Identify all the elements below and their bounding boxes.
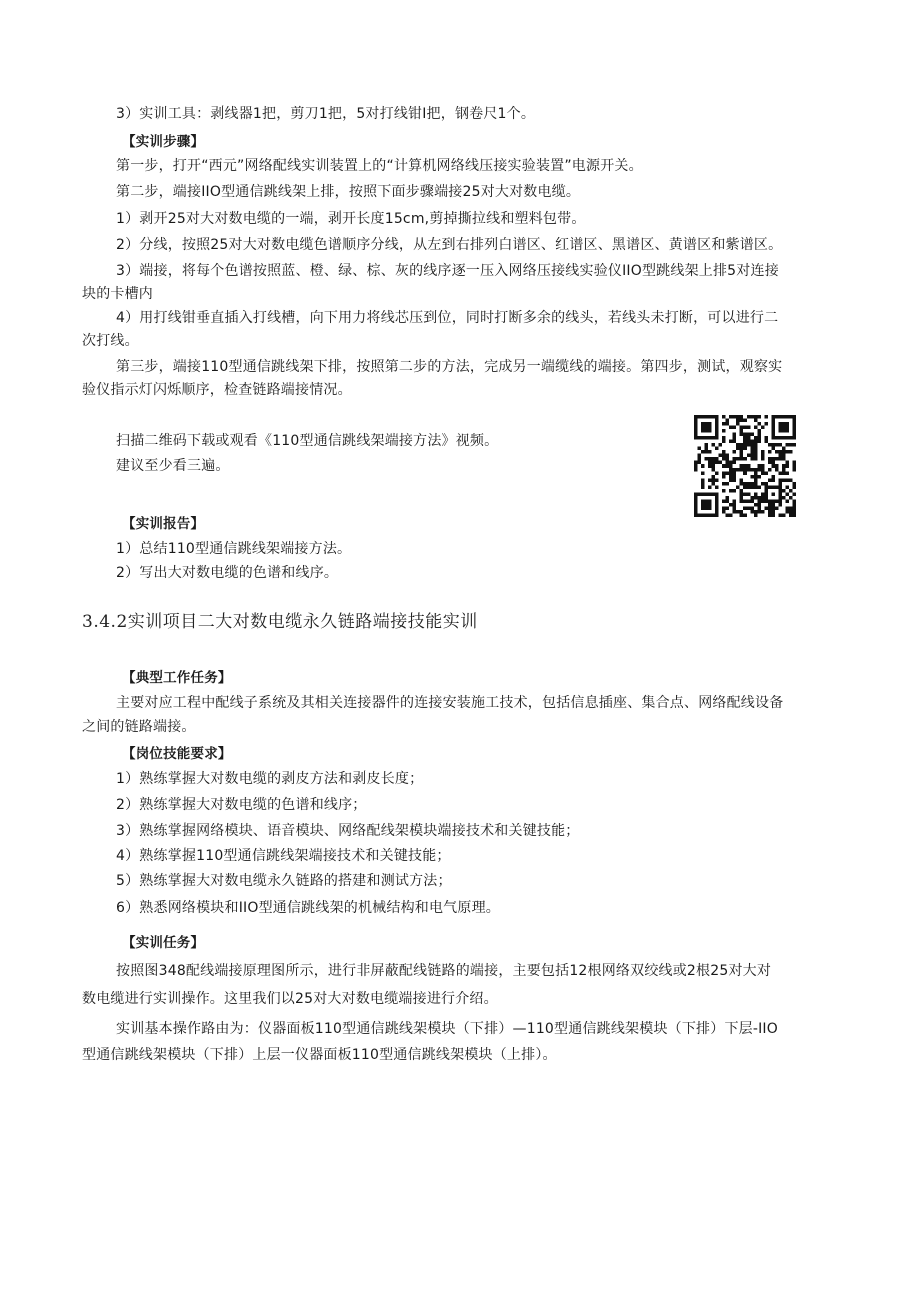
body-text-line: 按照图348配线端接原理图所示，进行非屏蔽配线链路的端接，主要包括12根网络双绞线或2根25对大对 <box>116 963 772 979</box>
body-text-heading: 【岗位技能要求】 <box>122 746 232 762</box>
body-text-line: 验仪指示灯闪烁顺序，检查链路端接情况。 <box>82 382 352 398</box>
body-text-line: 第一步，打开“西元”网络配线实训装置上的“计算机网络线压接实验装置”电源开关。 <box>116 158 643 174</box>
body-text-line: 第三步，端接110型通信跳线架下排，按照第二步的方法，完成另一端缆线的端接。第四步，测试，观察实 <box>116 359 783 375</box>
qr-code-icon <box>694 415 796 517</box>
body-text-heading: 【实训步骤】 <box>122 134 205 150</box>
body-text-line: 次打线。 <box>82 333 139 349</box>
body-text-line: 1）熟练掌握大对数电缆的剥皮方法和剥皮长度； <box>116 771 424 787</box>
body-text-heading: 【实训报告】 <box>122 516 205 532</box>
section-title: 3.4.2实训项目二大对数电缆永久链路端接技能实训 <box>82 612 478 632</box>
body-text-line: 3）端接，将每个色谱按照蓝、橙、绿、棕、灰的线序逐一压入网络压接线实验仪IIO型跳线架上排5对连接 <box>116 263 779 279</box>
body-text-line: 4）用打线钳垂直插入打线槽，向下用力将线芯压到位，同时打断多余的线头，若线头未打断，可以进行二 <box>116 310 779 326</box>
body-text-line: 实训基本操作路由为：仪器面板110型通信跳线架模块（下排）—110型通信跳线架模块（下排）下层-IIO <box>116 1021 778 1037</box>
body-text-line: 块的卡槽内 <box>82 286 153 302</box>
body-text-line: 2）写出大对数电缆的色谱和线序。 <box>116 565 339 581</box>
body-text-line: 6）熟悉网络模块和IIO型通信跳线架的机械结构和电气原理。 <box>116 900 500 916</box>
body-text-line: 1）剥开25对大对数电缆的一端，剥开长度15cm,剪掉撕拉线和塑料包带。 <box>116 211 586 227</box>
body-text-line: 之间的链路端接。 <box>82 719 196 735</box>
body-text-line: 2）熟练掌握大对数电缆的色谱和线序； <box>116 797 367 813</box>
body-text-line: 型通信跳线架模块（下排）上层一仪器面板110型通信跳线架模块（上排）。 <box>82 1047 557 1063</box>
body-text-heading: 【典型工作任务】 <box>122 670 232 686</box>
body-text-line: 4）熟练掌握110型通信跳线架端接技术和关键技能； <box>116 848 451 864</box>
body-text-line: 主要对应工程中配线子系统及其相关连接器件的连接安装施工技术，包括信息插座、集合点、网络配线设备 <box>116 695 784 711</box>
body-text-heading: 【实训任务】 <box>122 935 205 951</box>
body-text-line: 第二步，端接IIO型通信跳线架上排，按照下面步骤端接25对大对数电缆。 <box>116 184 581 200</box>
body-text-line: 3）实训工具：剥线器1把，剪刀1把，5对打线钳I把，钢卷尺1个。 <box>116 106 536 122</box>
body-text-line: 1）总结110型通信跳线架端接方法。 <box>116 541 352 557</box>
body-text-line: 建议至少看三遍。 <box>116 458 230 474</box>
body-text-line: 2）分线，按照25对大对数电缆色谱顺序分线，从左到右排列白谱区、红谱区、黑谱区、黄谱区和紫谱区。 <box>116 237 783 253</box>
body-text-line: 扫描二维码下载或观看《110型通信跳线架端接方法》视频。 <box>116 433 499 449</box>
body-text-line: 5）熟练掌握大对数电缆永久链路的搭建和测试方法； <box>116 873 452 889</box>
body-text-line: 数电缆进行实训操作。这里我们以25对大对数电缆端接进行介绍。 <box>82 991 498 1007</box>
body-text-line: 3）熟练掌握网络模块、语音模块、网络配线架模块端接技术和关键技能； <box>116 823 580 839</box>
